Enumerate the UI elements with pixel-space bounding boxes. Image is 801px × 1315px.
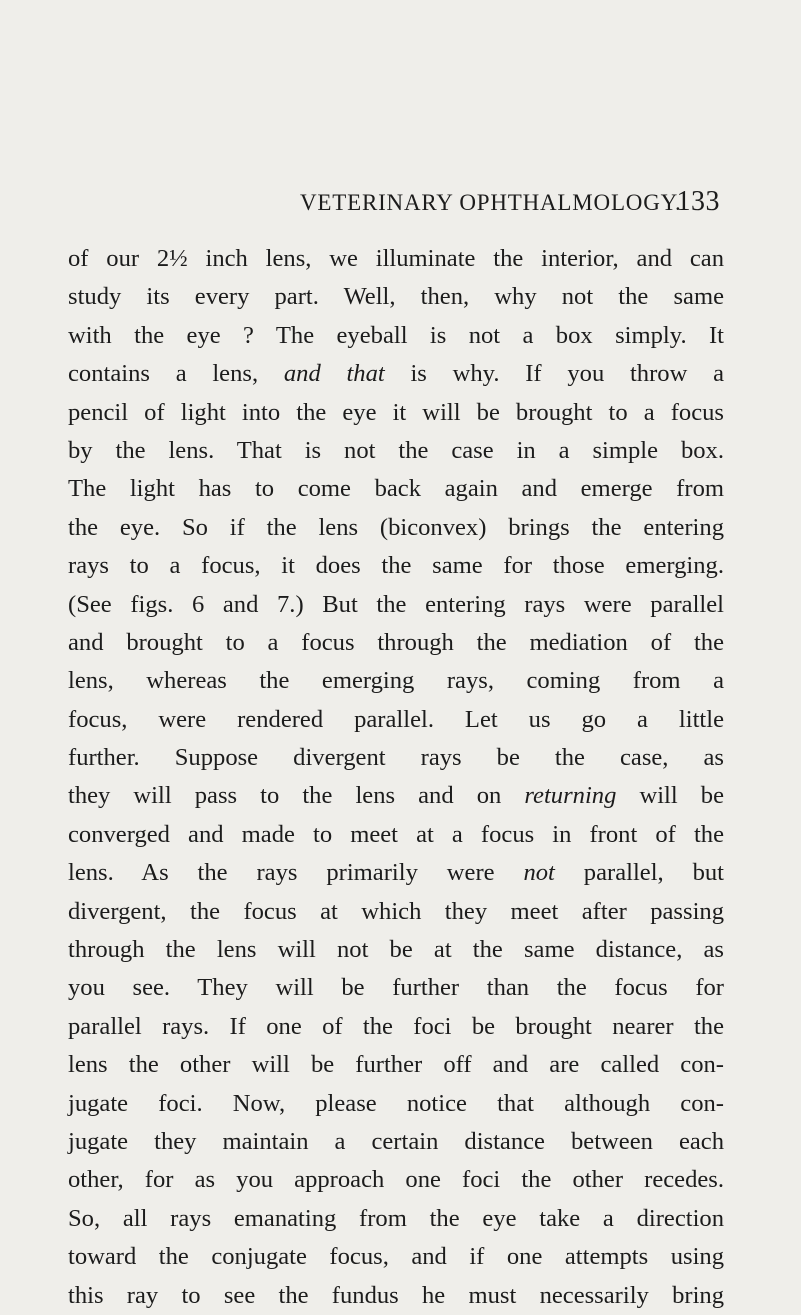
text-line: lens. As the rays primarily were not parallel, but <box>68 859 724 887</box>
text-line: the eye. So if the lens (biconvex) brings the entering <box>68 513 724 541</box>
text-line: you see. They will be further than the focus for <box>68 974 724 1002</box>
text-line: parallel rays. If one of the foci be brought nearer the <box>68 1012 724 1040</box>
text-line: (See figs. 6 and 7.) But the entering rays were parallel <box>68 590 724 618</box>
text-line: this ray to see the fundus he must necessarily bring <box>68 1281 724 1309</box>
text-line: rays to a focus, it does the same for those emerging. <box>68 552 724 580</box>
text-line: contains a lens, and that is why. If you throw a <box>68 360 724 388</box>
text-line: through the lens will not be at the same distance, as <box>68 936 724 964</box>
text-line: jugate foci. Now, please notice that although con- <box>68 1089 724 1117</box>
text-line: and brought to a focus through the mediation of the <box>68 628 724 656</box>
italic-emphasis: and that <box>283 360 385 388</box>
body-text <box>68 240 724 1315</box>
text-line: other, for as you approach one foci the other recedes. <box>68 1166 724 1194</box>
text-line: lens, whereas the emerging rays, coming from a <box>68 667 724 695</box>
text-line: divergent, the focus at which they meet after passing <box>68 897 724 925</box>
text-line: with the eye ? The eyeball is not a box simply. It <box>68 321 724 349</box>
text-line: So, all rays emanating from the eye take a direction <box>68 1204 724 1232</box>
text-line: toward the conjugate focus, and if one attempts using <box>68 1243 724 1271</box>
text-line: The light has to come back again and emerge from <box>68 475 724 503</box>
page-number: 133 <box>676 186 720 217</box>
text-line: further. Suppose divergent rays be the case, as <box>68 744 724 772</box>
text-line: study its every part. Well, then, why not the same <box>68 283 724 311</box>
italic-emphasis: not <box>523 859 555 887</box>
text-line: converged and made to meet at a focus in front of the <box>68 820 724 848</box>
running-head <box>300 186 720 222</box>
text-line: jugate they maintain a certain distance between each <box>68 1127 724 1155</box>
text-line: by the lens. That is not the case in a simple box. <box>68 436 724 464</box>
text-line: they will pass to the lens and on returning will be <box>68 782 724 810</box>
text-line: of our 2½ inch lens, we illuminate the interior, and can <box>68 245 724 272</box>
italic-emphasis: returning <box>524 782 617 810</box>
text-line: lens the other will be further off and are called con- <box>68 1051 724 1079</box>
running-head-title: VETERINARY OPHTHALMOLOGY. <box>300 190 682 215</box>
text-line: focus, were rendered parallel. Let us go a little <box>68 705 724 733</box>
text-line: pencil of light into the eye it will be brought to a focus <box>68 398 724 426</box>
